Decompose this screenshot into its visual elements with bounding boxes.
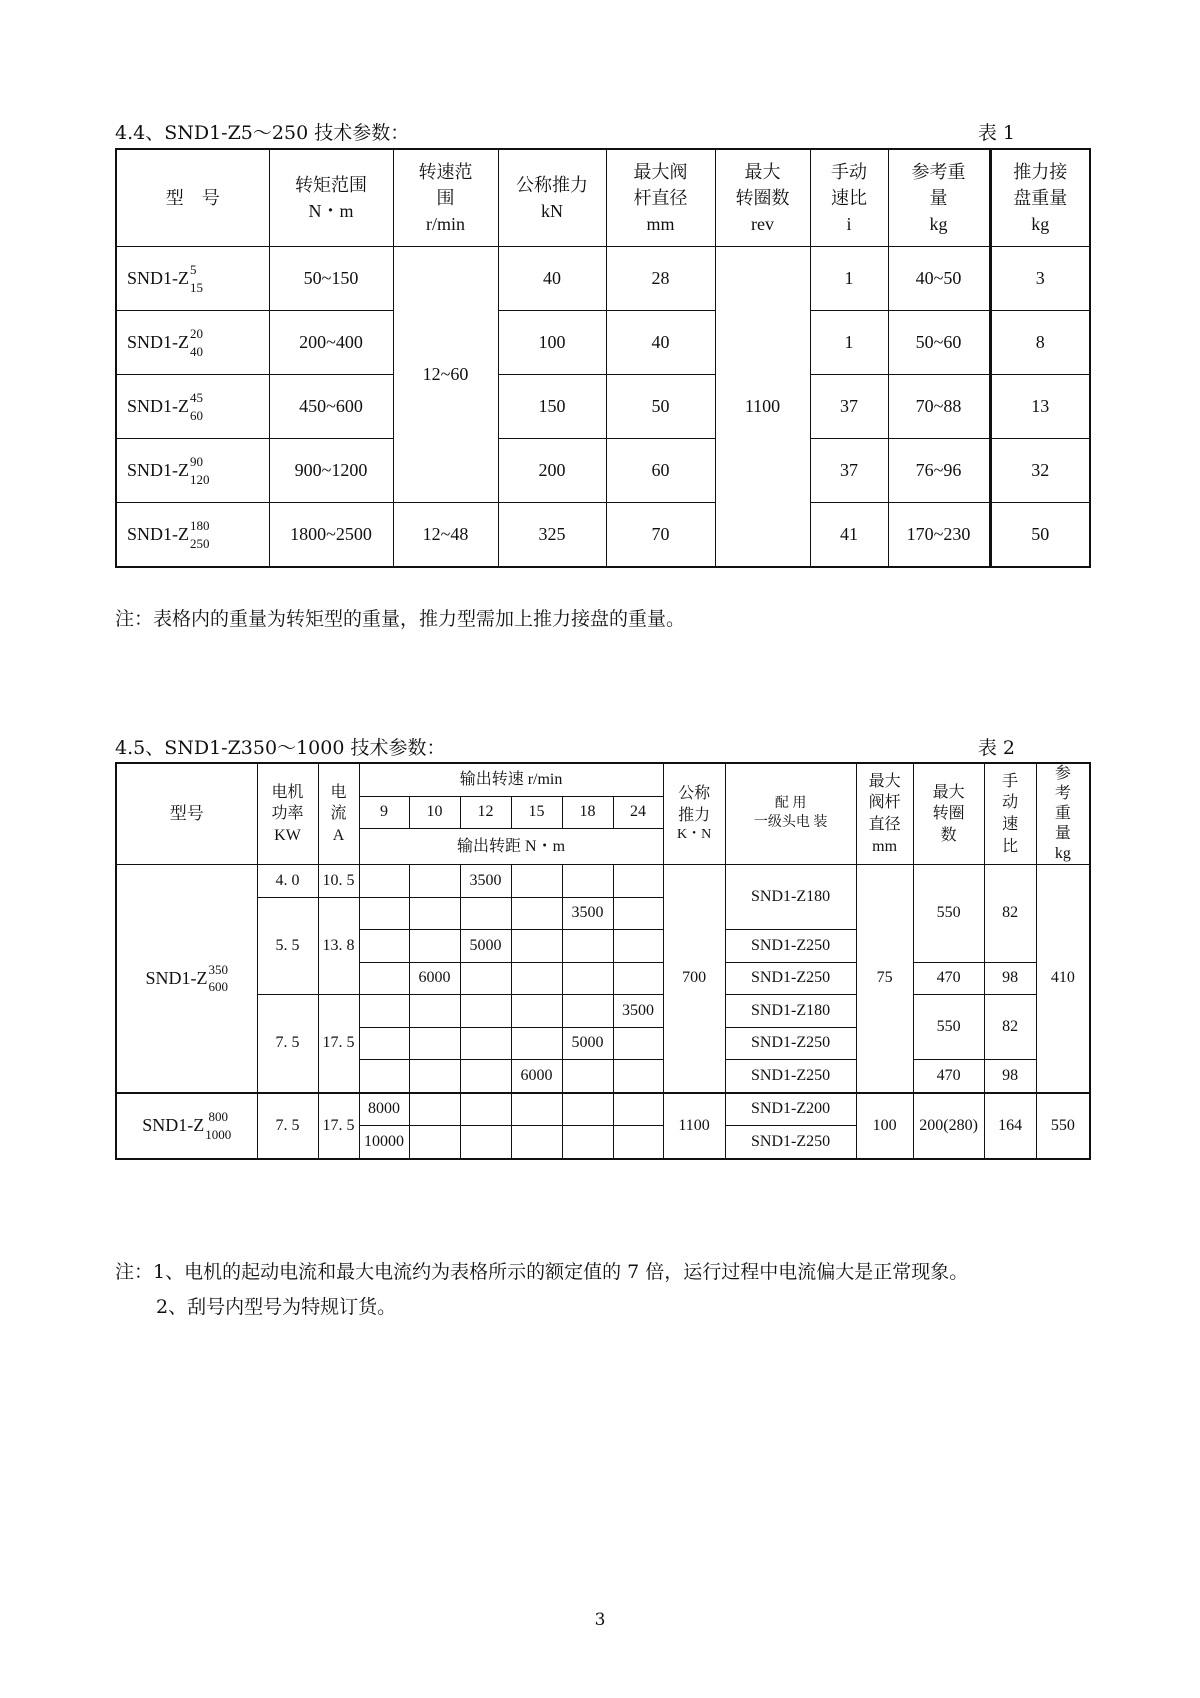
- t2-torque-cell: 5000: [460, 930, 511, 963]
- t1-thrust-cell: 40: [498, 247, 606, 311]
- t1-model-cell: [116, 311, 269, 375]
- t2-torque-cell: 3500: [562, 897, 613, 930]
- t2-h-speed-12: 12: [460, 796, 511, 829]
- t2-torque-cell: [562, 930, 613, 963]
- t2-torque-cell: [460, 995, 511, 1028]
- t1-torque-cell: 1800~2500: [269, 503, 393, 568]
- t2-h-power-l1: 电机: [271, 783, 304, 801]
- t2-head-cell: SND1-Z200: [725, 1093, 856, 1126]
- t2-turns-cell: 550: [913, 995, 984, 1060]
- t2-current-cell: 13. 8: [318, 897, 359, 995]
- t2-torque-cell: [562, 1126, 613, 1159]
- t2-torque-cell: 3500: [613, 995, 663, 1028]
- model-sup: 800: [208, 1108, 228, 1124]
- t1-h-torque-l2: N・m: [308, 201, 354, 221]
- t2-torque-cell: [359, 1060, 409, 1093]
- t2-torque-cell: [409, 1027, 460, 1060]
- t1-weight-cell: 50~60: [888, 311, 990, 375]
- t2-torque-cell: [359, 897, 409, 930]
- t2-torque-cell: 6000: [511, 1060, 562, 1093]
- t2-power-cell: 5. 5: [257, 897, 318, 995]
- t2-torque-cell: [562, 962, 613, 995]
- t1-speed-cell: 12~48: [393, 503, 498, 568]
- t2-thrust-cell: 1100: [663, 1093, 725, 1159]
- t2-h-turns-l2: 转圈: [932, 805, 965, 823]
- t2-torque-cell: [562, 1093, 613, 1126]
- t1-stem-cell: 70: [606, 503, 715, 568]
- t1-h-thrust-l2: kN: [541, 201, 563, 221]
- t2-head-cell: SND1-Z250: [725, 1060, 856, 1093]
- t1-weight-cell: 76~96: [888, 439, 990, 503]
- t2-h-stem-l3: 直径: [868, 816, 901, 833]
- t1-h-stem-l1: 最大阀: [633, 161, 688, 182]
- t2-torque-cell: 3500: [460, 865, 511, 898]
- model-sup: 20: [190, 325, 203, 341]
- t2-turns-cell: 200(280): [913, 1093, 984, 1159]
- t2-torque-cell: [511, 897, 562, 930]
- t2-stem-cell: 75: [856, 865, 913, 1093]
- t2-torque-cell: [359, 962, 409, 995]
- t2-head-cell: SND1-Z250: [725, 1027, 856, 1060]
- t1-plate-cell: 50: [990, 503, 1090, 568]
- t2-h-stem-l4: mm: [872, 837, 898, 855]
- t1-ratio-cell: 41: [810, 503, 888, 568]
- t1-h-plate-l1: 推力接: [1013, 161, 1068, 182]
- t2-h-weight-l1: 参: [1054, 765, 1071, 782]
- t1-h-speed-l2: 围: [436, 187, 455, 208]
- t2-torque-cell: [562, 995, 613, 1028]
- t1-h-plate-l2: 盘重量: [1013, 187, 1068, 208]
- t2-torque-cell: [613, 1060, 663, 1093]
- t2-head-cell: SND1-Z250: [725, 930, 856, 963]
- t1-plate-cell: 8: [990, 311, 1090, 375]
- t2-torque-cell: [409, 1093, 460, 1126]
- t2-h-current-l3: A: [332, 826, 345, 844]
- table2-note-2: 2、刮号内型号为特规订货。: [156, 1296, 397, 1318]
- t2-torque-cell: [562, 865, 613, 898]
- t1-torque-cell: 50~150: [269, 247, 393, 311]
- t1-thrust-cell: 325: [498, 503, 606, 568]
- t2-h-head-l2: 一级头电 装: [753, 815, 828, 830]
- table1: [115, 148, 1091, 568]
- table2-number: 表 2: [977, 737, 1015, 759]
- t1-torque-cell: 200~400: [269, 311, 393, 375]
- t1-stem-cell: 50: [606, 375, 715, 439]
- t2-torque-cell: [409, 930, 460, 963]
- t1-plate-cell: 32: [990, 439, 1090, 503]
- t2-head-cell: SND1-Z250: [725, 1126, 856, 1159]
- t2-head-cell: SND1-Z180: [725, 995, 856, 1028]
- t2-torque-cell: [409, 1060, 460, 1093]
- t2-head-cell: SND1-Z250: [725, 962, 856, 995]
- table1-caption-line: [115, 118, 1015, 145]
- t2-torque-cell: [460, 1093, 511, 1126]
- t2-current-cell: 17. 5: [318, 1093, 359, 1159]
- t1-ratio-cell: 1: [810, 247, 888, 311]
- t2-torque-cell: [460, 1060, 511, 1093]
- t1-stem-cell: 60: [606, 439, 715, 503]
- table1-header-row: [116, 149, 1090, 247]
- table-row: [116, 247, 1090, 311]
- t2-h-current: [318, 763, 359, 865]
- t2-power-cell: 7. 5: [257, 1093, 318, 1159]
- table-row: [116, 995, 1090, 1028]
- t2-ratio-cell: 164: [984, 1093, 1036, 1159]
- t1-h-weight: [888, 149, 990, 247]
- t2-h-current-l1: 电: [330, 783, 347, 801]
- t2-h-head-l1: 配 用: [774, 796, 807, 812]
- t2-h-weight-l2: 考: [1054, 785, 1071, 802]
- t1-h-torque-l1: 转矩范围: [295, 174, 367, 195]
- model-sub: 60: [190, 407, 203, 423]
- t2-h-speed-15: 15: [511, 796, 562, 829]
- t2-h-head: [725, 763, 856, 865]
- t2-torque-cell: [359, 865, 409, 898]
- t1-h-stem-l2: 杆直径: [633, 187, 688, 208]
- t2-h-speed-9: 9: [359, 796, 409, 829]
- t1-thrust-cell: 150: [498, 375, 606, 439]
- t2-torque-cell: 10000: [359, 1126, 409, 1159]
- t2-model-cell: [116, 1093, 257, 1159]
- t1-weight-cell: 70~88: [888, 375, 990, 439]
- t1-weight-cell: 40~50: [888, 247, 990, 311]
- t2-torque-cell: 6000: [409, 962, 460, 995]
- t2-h-thrust: [663, 763, 725, 865]
- t2-torque-cell: [460, 1126, 511, 1159]
- t2-h-ratio-l4: 比: [1002, 837, 1019, 855]
- t2-h-stem-l2: 阀杆: [868, 794, 901, 812]
- table1-number: 表 1: [977, 122, 1015, 144]
- model-base: SND1-Z: [127, 268, 189, 289]
- t2-h-speed-18: 18: [562, 796, 613, 829]
- model-sub: 250: [190, 535, 210, 551]
- t2-torque-cell: [409, 1126, 460, 1159]
- t1-thrust-cell: 200: [498, 439, 606, 503]
- t2-turns-cell: 550: [913, 865, 984, 963]
- t2-torque-cell: [511, 865, 562, 898]
- model-base: SND1-Z: [127, 332, 189, 353]
- t2-torque-cell: [511, 930, 562, 963]
- table2-caption-line: [115, 733, 1015, 760]
- t2-torque-cell: [613, 865, 663, 898]
- t2-torque-cell: [613, 897, 663, 930]
- t2-h-turns-l3: 数: [940, 826, 957, 844]
- t2-h-current-l2: 流: [330, 805, 347, 823]
- t2-power-cell: 4. 0: [257, 865, 318, 898]
- t1-h-weight-l1: 参考重: [911, 161, 966, 182]
- t1-h-ratio-l2: 速比: [831, 187, 867, 208]
- model-base: SND1-Z: [127, 396, 189, 417]
- t2-torque-cell: [613, 1093, 663, 1126]
- t2-ratio-cell: 82: [984, 995, 1036, 1060]
- t2-torque-cell: [511, 962, 562, 995]
- model-sub: 40: [190, 343, 203, 359]
- t1-h-speed-l1: 转速范: [418, 161, 473, 182]
- t2-ratio-cell: 98: [984, 1060, 1036, 1093]
- t1-h-thrust: [498, 149, 606, 247]
- table-row: [116, 311, 1090, 375]
- model-sup: 180: [190, 517, 210, 533]
- t1-h-speed: [393, 149, 498, 247]
- t1-weight-cell: 170~230: [888, 503, 990, 568]
- t2-h-ratio-l3: 速: [1002, 816, 1019, 833]
- t2-torque-cell: [613, 930, 663, 963]
- t2-h-model: 型号: [116, 763, 257, 865]
- model-sub: 1000: [205, 1126, 232, 1142]
- t2-weight-cell: 550: [1036, 1093, 1090, 1159]
- t1-h-thrust-l1: 公称推力: [516, 174, 588, 195]
- table-row: [116, 375, 1090, 439]
- t1-h-model: [116, 149, 269, 247]
- t1-h-weight-l2: 量: [929, 187, 948, 208]
- table1-note: 注：表格内的重量为转矩型的重量，推力型需加上推力接盘的重量。: [115, 608, 686, 630]
- t1-ratio-cell: 1: [810, 311, 888, 375]
- t1-model-cell: [116, 375, 269, 439]
- t2-current-cell: 17. 5: [318, 995, 359, 1093]
- table2-note-1: 注：1、电机的起动电流和最大电流约为表格所示的额定值的 7 倍，运行过程中电流偏大是正常现象。: [115, 1261, 969, 1283]
- t2-torque-cell: 8000: [359, 1093, 409, 1126]
- t2-torque-cell: [511, 995, 562, 1028]
- t2-h-torque-title: 输出转距 N・m: [359, 829, 663, 865]
- t1-h-ratio-l1: 手动: [831, 161, 867, 182]
- model-sub: 600: [208, 979, 228, 995]
- t2-h-thrust-l2: 推力: [678, 806, 711, 824]
- t2-model-cell: [116, 865, 257, 1093]
- t1-h-plate: [990, 149, 1090, 247]
- t2-h-ratio-l1: 手: [1002, 772, 1019, 790]
- table-row: [116, 865, 1090, 898]
- table1-caption: 4.4、SND1-Z5～250 技术参数：: [115, 122, 410, 144]
- t2-stem-cell: 100: [856, 1093, 913, 1159]
- t2-turns-cell: 470: [913, 962, 984, 995]
- t1-plate-cell: 3: [990, 247, 1090, 311]
- t2-h-power: [257, 763, 318, 865]
- table-row: [116, 1093, 1090, 1126]
- t1-ratio-cell: 37: [810, 439, 888, 503]
- model-sup: 45: [190, 389, 203, 405]
- t2-torque-cell: [562, 1060, 613, 1093]
- t2-torque-cell: [409, 897, 460, 930]
- table2-caption: 4.5、SND1-Z350～1000 技术参数：: [115, 737, 446, 759]
- t2-h-thrust-l3: K・N: [676, 827, 712, 843]
- t1-speed-merged: 12~60: [393, 247, 498, 503]
- page-number: 3: [594, 1610, 606, 1630]
- t2-torque-cell: [613, 1126, 663, 1159]
- t1-plate-cell: 13: [990, 375, 1090, 439]
- t2-h-turns-l1: 最大: [932, 783, 965, 801]
- model-sub: 120: [190, 471, 210, 487]
- t2-torque-cell: 5000: [562, 1027, 613, 1060]
- model-base: SND1-Z: [127, 524, 189, 545]
- model-sub: 15: [190, 279, 203, 295]
- t2-turns-cell: 470: [913, 1060, 984, 1093]
- t1-h-stem: [606, 149, 715, 247]
- t2-h-weight: [1036, 763, 1090, 865]
- t2-h-power-l2: 功率: [271, 805, 304, 823]
- t2-h-speed-24: 24: [613, 796, 663, 829]
- t2-torque-cell: [359, 930, 409, 963]
- t1-h-weight-l3: kg: [929, 214, 948, 235]
- t2-h-thrust-l1: 公称: [678, 784, 711, 802]
- t2-h-speed-10: 10: [409, 796, 460, 829]
- model-base: SND1-Z: [127, 460, 189, 481]
- t2-h-stem-l1: 最大: [868, 772, 901, 790]
- t2-torque-cell: [359, 1027, 409, 1060]
- t1-h-ratio: [810, 149, 888, 247]
- t1-model-cell: [116, 439, 269, 503]
- t2-h-power-l3: KW: [274, 826, 301, 844]
- t2-torque-cell: [409, 865, 460, 898]
- t1-h-stem-l3: mm: [646, 214, 675, 235]
- t2-torque-cell: [460, 897, 511, 930]
- t1-model-cell: [116, 247, 269, 311]
- t2-head-cell: SND1-Z180: [725, 865, 856, 930]
- t2-ratio-cell: 82: [984, 865, 1036, 963]
- t1-h-torque: [269, 149, 393, 247]
- model-sup: 90: [190, 453, 203, 469]
- model-sup: 350: [208, 961, 228, 977]
- t1-h-turns-l3: rev: [751, 214, 774, 235]
- model-sup: 5: [190, 261, 197, 277]
- t1-ratio-cell: 37: [810, 375, 888, 439]
- t2-torque-cell: [613, 962, 663, 995]
- table2: [115, 762, 1091, 1160]
- model-base: SND1-Z: [142, 1115, 205, 1136]
- t2-torque-cell: [511, 1093, 562, 1126]
- t1-stem-cell: 28: [606, 247, 715, 311]
- t1-h-turns-l1: 最大: [744, 161, 781, 182]
- t1-torque-cell: 900~1200: [269, 439, 393, 503]
- table-row: [116, 503, 1090, 568]
- t2-torque-cell: [511, 1126, 562, 1159]
- table2-header-row: [116, 763, 1090, 796]
- t2-torque-cell: [409, 995, 460, 1028]
- t1-h-turns-l2: 转圈数: [735, 187, 790, 208]
- t2-h-weight-l4: 量: [1054, 825, 1071, 842]
- t1-h-model-text: 型 号: [165, 187, 220, 208]
- t2-h-speed-title: 输出转速 r/min: [359, 763, 663, 796]
- t2-h-weight-l3: 重: [1054, 805, 1071, 822]
- t2-torque-cell: [511, 1027, 562, 1060]
- t2-h-stem: [856, 763, 913, 865]
- t1-model-cell: [116, 503, 269, 568]
- t2-thrust-cell: 700: [663, 865, 725, 1093]
- t2-weight-cell: 410: [1036, 865, 1090, 1093]
- t2-h-ratio-l2: 动: [1002, 794, 1019, 812]
- t2-torque-cell: [613, 1027, 663, 1060]
- t1-thrust-cell: 100: [498, 311, 606, 375]
- model-base: SND1-Z: [145, 968, 208, 989]
- t2-torque-cell: [460, 1027, 511, 1060]
- t1-h-plate-l3: kg: [1031, 214, 1050, 235]
- t2-ratio-cell: 98: [984, 962, 1036, 995]
- t2-torque-cell: [460, 962, 511, 995]
- t2-h-weight-l5: kg: [1054, 845, 1071, 862]
- t1-h-turns: [715, 149, 810, 247]
- t2-current-cell: 10. 5: [318, 865, 359, 898]
- table-row: [116, 439, 1090, 503]
- t1-stem-cell: 40: [606, 311, 715, 375]
- t1-h-speed-l3: r/min: [426, 214, 465, 235]
- t1-h-ratio-l3: i: [846, 214, 852, 235]
- t2-power-cell: 7. 5: [257, 995, 318, 1093]
- t2-torque-cell: [359, 995, 409, 1028]
- t1-torque-cell: 450~600: [269, 375, 393, 439]
- t2-h-turns: [913, 763, 984, 865]
- t1-turns-merged: 1100: [715, 247, 810, 568]
- t2-h-ratio: [984, 763, 1036, 865]
